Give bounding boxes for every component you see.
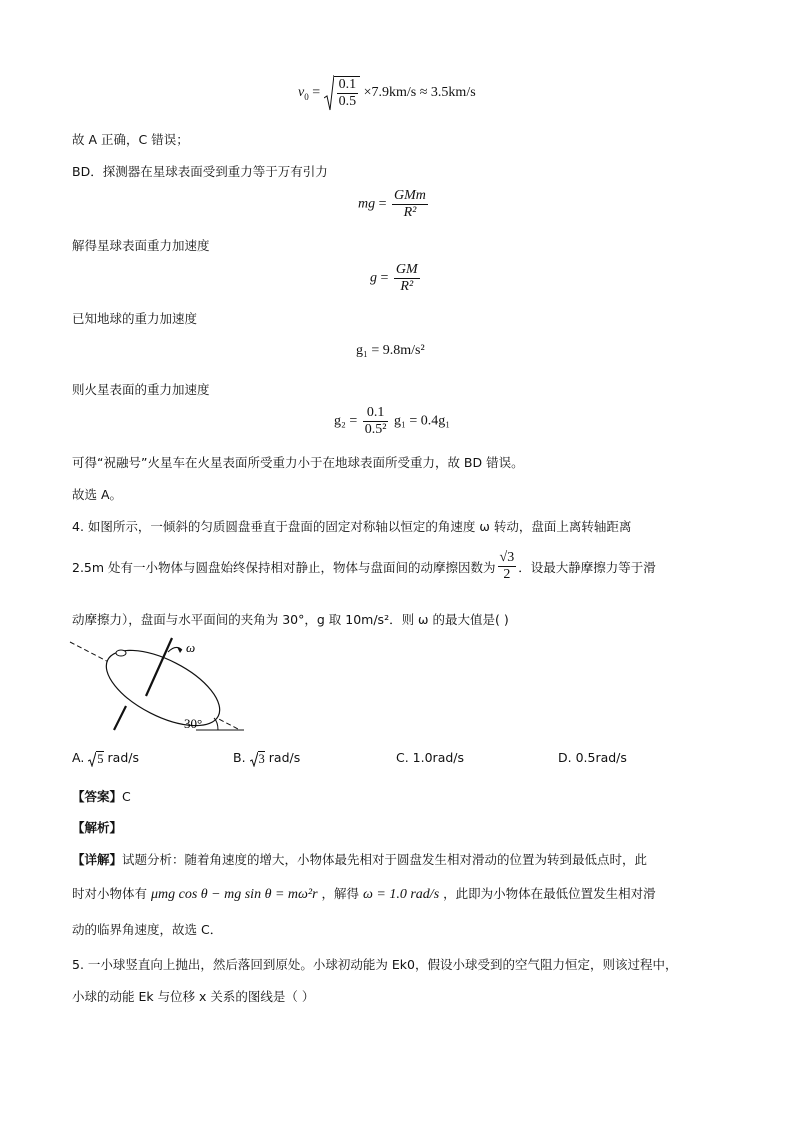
detail-line-1 bbox=[72, 850, 647, 868]
text-line-6: 可得“祝融号”火星车在火星表面所受重力小于在地球表面所受重力，故 BD 错误。 bbox=[72, 455, 524, 470]
equals: = bbox=[380, 270, 389, 286]
equation-mg bbox=[358, 188, 430, 221]
radical-sign-icon bbox=[324, 74, 334, 112]
question-4-line-1: 4. 如图所示，一倾斜的匀质圆盘垂直于盘面的固定对称轴以恒定的角速度 ω 转动，盘面上离转轴距离 bbox=[72, 519, 632, 534]
text-line-7: 故选 A。 bbox=[72, 487, 123, 502]
g-denominator: R² bbox=[400, 279, 414, 294]
detail-2-equation-2: ω = 1.0 rad/s bbox=[363, 887, 440, 902]
option-b-unit: rad/s bbox=[268, 750, 301, 765]
q4-line2-post: ．设最大静摩擦力等于滑 bbox=[518, 559, 656, 575]
equation-g2 bbox=[334, 405, 450, 438]
question-4-line-2 bbox=[72, 550, 656, 583]
option-c[interactable]: C. 1.0rad/s bbox=[396, 750, 465, 765]
option-d[interactable]: D. 0.5rad/s bbox=[558, 750, 627, 765]
v0-rest: ×7.9km/s ≈ 3.5km/s bbox=[363, 85, 476, 101]
v0-subscript: 0 bbox=[304, 92, 309, 103]
detail-line-2 bbox=[72, 884, 656, 903]
g2-rest: g₁ = 0.4g₁ bbox=[393, 413, 451, 429]
option-b-radicand: 3 bbox=[258, 752, 265, 767]
detail-text-1: 试题分析：随着角速度的增大，小物体最先相对于圆盘发生相对滑动的位置为转到最低点时，此 bbox=[122, 852, 648, 867]
g-lhs: g bbox=[370, 270, 377, 286]
option-b-label: B. bbox=[233, 750, 246, 765]
v0-numerator: 0.1 bbox=[338, 77, 357, 92]
equals: = bbox=[312, 85, 321, 101]
radical-sign-icon bbox=[88, 751, 96, 767]
analysis-label: 【解析】 bbox=[72, 820, 123, 835]
mg-numerator: GMm bbox=[394, 188, 426, 203]
text-line-3: 解得星球表面重力加速度 bbox=[72, 238, 210, 253]
answer-label: 【答案】 bbox=[72, 789, 123, 804]
text-line-1: 故 A 正确，C 错误； bbox=[72, 132, 189, 147]
sqrt-fraction bbox=[324, 74, 361, 112]
detail-2-post: ，此即为小物体在最低位置发生相对滑 bbox=[443, 886, 656, 901]
text-line-4: 已知地球的重力加速度 bbox=[72, 311, 198, 326]
option-b[interactable] bbox=[233, 750, 300, 767]
option-a-label: A. bbox=[72, 750, 85, 765]
question-5-line-1: 5. 一小球竖直向上抛出，然后落回到原处。小球初动能为 Ek0，假设小球受到的空气阻力恒定，则该过程中， bbox=[72, 957, 678, 972]
mg-lhs: mg bbox=[358, 196, 376, 212]
question-5-line-2: 小球的动能 Ek 与位移 x 关系的图线是（ ） bbox=[72, 989, 315, 1004]
g2-lhs: g₂ = bbox=[334, 413, 358, 429]
option-a-unit: rad/s bbox=[107, 750, 139, 765]
text-line-5: 则火星表面的重力加速度 bbox=[72, 382, 210, 397]
radical-sign-icon bbox=[250, 751, 258, 767]
detail-2-equation: μmg cos θ − mg sin θ = mω²r bbox=[151, 887, 318, 902]
detail-2-mid: ，解得 bbox=[321, 886, 360, 901]
equation-g bbox=[370, 262, 422, 295]
q4-line2-pre: 2.5m 处有一小物体与圆盘始终保持相对静止，物体与盘面间的动摩擦因数为 bbox=[72, 559, 496, 575]
disk-ellipse bbox=[95, 636, 231, 736]
option-a-radicand: 5 bbox=[97, 752, 104, 767]
g2-denominator: 0.5² bbox=[364, 422, 387, 437]
text-line-2: BD．探测器在星球表面受到重力等于万有引力 bbox=[72, 164, 328, 179]
equals: = bbox=[378, 196, 387, 212]
mg-denominator: R² bbox=[403, 205, 417, 220]
detail-2-pre: 时对小物体有 bbox=[72, 886, 148, 901]
small-object bbox=[116, 650, 126, 656]
angle-label: 30° bbox=[184, 716, 203, 731]
axis-lower bbox=[114, 706, 126, 730]
equation-g1 bbox=[356, 343, 425, 359]
question-4-line-3: 动摩擦力），盘面与水平面间的夹角为 30°，g 取 10m/s²．则 ω 的最大值是( ) bbox=[72, 612, 509, 627]
equation-v0 bbox=[298, 74, 476, 112]
g2-numerator: 0.1 bbox=[363, 405, 389, 422]
mu-denominator: 2 bbox=[503, 567, 511, 582]
g1-text: g₁ = 9.8m/s² bbox=[356, 343, 425, 358]
g-numerator: GM bbox=[395, 262, 418, 277]
answer-value: C bbox=[122, 789, 131, 804]
option-a[interactable] bbox=[72, 750, 139, 767]
answer-line bbox=[72, 787, 131, 805]
omega-label: ω bbox=[186, 640, 196, 655]
detail-label: 【详解】 bbox=[72, 852, 123, 867]
detail-line-3: 动的临界角速度，故选 C． bbox=[72, 922, 223, 937]
inclined-disk-figure bbox=[68, 636, 248, 736]
mu-numerator: √3 bbox=[499, 550, 515, 565]
v0-symbol: v bbox=[298, 85, 305, 101]
v0-denominator: 0.5 bbox=[338, 94, 357, 109]
